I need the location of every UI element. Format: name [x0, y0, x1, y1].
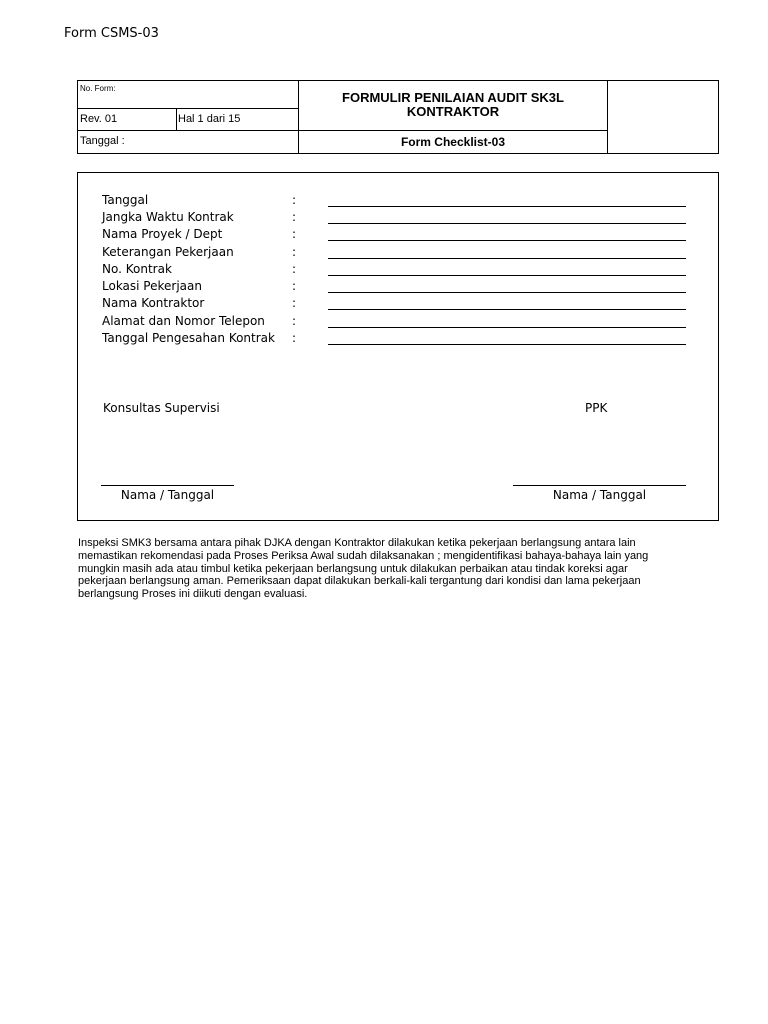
field-colon: : [292, 331, 297, 345]
field-row [102, 296, 692, 313]
form-body [77, 172, 719, 521]
supervisor-name-date-label: Nama / Tanggal [120, 488, 215, 502]
field-input-line[interactable] [328, 223, 686, 224]
field-colon: : [292, 245, 297, 259]
ppk-signature-title: PPK [585, 401, 608, 415]
field-colon: : [292, 227, 297, 241]
note-line: memastikan rekomendasi pada Proses Periksa Awal sudah dilaksanakan ; mengidentifikasi bahaya-bahaya lain yang [78, 549, 649, 562]
revision-cell: Rev. 01 [78, 109, 177, 131]
field-colon: : [292, 314, 297, 328]
field-row [102, 279, 692, 296]
field-row [102, 245, 692, 262]
ppk-name-date-label: Nama / Tanggal [552, 488, 647, 502]
note-line: berlangsung Proses ini diikuti dengan evaluasi. [78, 588, 308, 601]
field-input-line[interactable] [328, 344, 686, 345]
note-line: pekerjaan berlangsung aman. Pemeriksaan dapat dilakukan berkali-kali tergantung dari kondisi dan lama pekerjaan [78, 575, 641, 588]
form-title-line1: FORMULIR PENILAIAN AUDIT SK3L [342, 90, 564, 105]
field-input-line[interactable] [328, 206, 686, 207]
field-input-line[interactable] [328, 292, 686, 293]
checklist-label: Form Checklist-03 [299, 131, 608, 153]
field-row [102, 314, 692, 331]
field-row [102, 210, 692, 227]
no-form-cell: No. Form: [78, 81, 299, 109]
logo-cell [608, 81, 718, 153]
field-input-line[interactable] [328, 309, 686, 310]
field-colon: : [292, 279, 297, 293]
note-line: mungkin masih ada atau timbul ketika pekerjaan berlangsung untuk dilakukan perbaikan atau tindak koreksi agar [78, 562, 628, 575]
field-label: Nama Proyek / Dept [102, 227, 223, 241]
field-colon: : [292, 296, 297, 310]
field-label: Keterangan Pekerjaan [102, 245, 234, 259]
form-code: Form CSMS-03 [64, 26, 159, 41]
field-colon: : [292, 193, 297, 207]
field-label: No. Kontrak [102, 262, 172, 276]
field-row [102, 262, 692, 279]
field-input-line[interactable] [328, 240, 686, 241]
note-line: Inspeksi SMK3 bersama antara pihak DJKA dengan Kontraktor dilakukan ketika pekerjaan berlangsung antara lain [78, 537, 636, 549]
field-label: Alamat dan Nomor Telepon [102, 314, 265, 328]
form-title-line2: KONTRAKTOR [406, 104, 500, 119]
field-input-line[interactable] [328, 327, 686, 328]
field-label: Jangka Waktu Kontrak [102, 210, 234, 224]
field-label: Tanggal Pengesahan Kontrak [102, 331, 275, 345]
field-row [102, 193, 692, 210]
field-row [102, 227, 692, 244]
ppk-signature-line[interactable] [513, 485, 686, 486]
field-colon: : [292, 210, 297, 224]
field-label: Lokasi Pekerjaan [102, 279, 202, 293]
form-title [299, 81, 608, 131]
field-input-line[interactable] [328, 275, 686, 276]
form-header-table [77, 80, 719, 154]
supervisor-signature-line[interactable] [101, 485, 234, 486]
field-input-line[interactable] [328, 258, 686, 259]
inspection-note [78, 537, 718, 601]
supervisor-signature-title: Konsultas Supervisi [103, 401, 220, 415]
field-colon: : [292, 262, 297, 276]
header-date-cell: Tanggal : [78, 131, 299, 153]
field-label: Tanggal [102, 193, 149, 207]
page-number-cell: Hal 1 dari 15 [177, 109, 299, 131]
field-label: Nama Kontraktor [102, 296, 205, 310]
field-row [102, 331, 692, 348]
